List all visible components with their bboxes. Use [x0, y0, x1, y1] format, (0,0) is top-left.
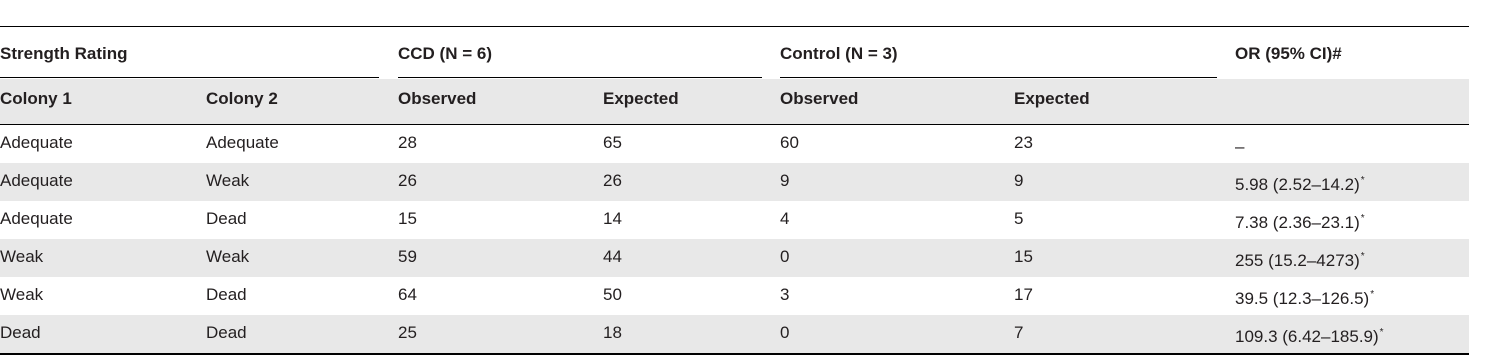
odds-ratio-value: 109.3 (6.42–185.9)	[1235, 327, 1379, 346]
cell-colony1: Dead	[0, 323, 41, 342]
cell-colony1: Weak	[0, 247, 44, 266]
header-or: OR (95% CI)#	[1235, 44, 1342, 63]
odds-ratio-value: –	[1235, 137, 1245, 156]
header-control: Control (N = 3)	[780, 44, 898, 63]
cell-ccd-expected: 18	[603, 323, 622, 342]
cell-ccd-observed: 64	[398, 285, 417, 304]
control-group-rule	[780, 77, 1217, 78]
cell-ccd-observed: 59	[398, 247, 417, 266]
cell-control-observed: 0	[780, 247, 790, 266]
cell-control-observed: 3	[780, 285, 790, 304]
odds-ratio-value: 39.5 (12.3–126.5)	[1235, 289, 1370, 308]
header-control-observed: Observed	[780, 89, 859, 108]
cell-odds-ratio	[1235, 247, 1365, 271]
header-strength-rating: Strength Rating	[0, 44, 128, 63]
header-colony1: Colony 1	[0, 89, 72, 108]
cell-control-observed: 9	[780, 171, 790, 190]
cell-colony1: Adequate	[0, 133, 73, 152]
cell-colony2: Weak	[206, 247, 250, 266]
significance-marker: *	[1379, 327, 1384, 338]
header-ccd: CCD (N = 6)	[398, 44, 492, 63]
cell-control-expected: 15	[1014, 247, 1033, 266]
cell-colony1: Weak	[0, 285, 44, 304]
cell-odds-ratio	[1235, 171, 1365, 195]
cell-ccd-observed: 25	[398, 323, 417, 342]
cell-odds-ratio	[1235, 133, 1245, 157]
ccd-group-rule	[398, 77, 762, 78]
header-ccd-observed: Observed	[398, 89, 477, 108]
cell-control-expected: 7	[1014, 323, 1024, 342]
cell-odds-ratio	[1235, 285, 1374, 309]
table-top-rule	[0, 26, 1469, 27]
cell-control-expected: 23	[1014, 133, 1033, 152]
cell-colony1: Adequate	[0, 171, 73, 190]
cell-control-expected: 9	[1014, 171, 1024, 190]
cell-odds-ratio	[1235, 209, 1365, 233]
significance-marker: *	[1370, 289, 1375, 300]
header-ccd-expected: Expected	[603, 89, 679, 108]
cell-control-observed: 60	[780, 133, 799, 152]
header-colony2: Colony 2	[206, 89, 278, 108]
cell-colony2: Adequate	[206, 133, 279, 152]
significance-marker: *	[1360, 175, 1365, 186]
cell-ccd-expected: 50	[603, 285, 622, 304]
cell-ccd-observed: 28	[398, 133, 417, 152]
cell-ccd-observed: 26	[398, 171, 417, 190]
cell-colony2: Dead	[206, 209, 247, 228]
cell-colony2: Weak	[206, 171, 250, 190]
cell-ccd-expected: 14	[603, 209, 622, 228]
cell-odds-ratio	[1235, 323, 1384, 347]
cell-control-observed: 4	[780, 209, 790, 228]
cell-colony2: Dead	[206, 285, 247, 304]
significance-marker: *	[1360, 251, 1365, 262]
cell-ccd-expected: 26	[603, 171, 622, 190]
cell-control-expected: 17	[1014, 285, 1033, 304]
cell-ccd-observed: 15	[398, 209, 417, 228]
significance-marker: *	[1360, 213, 1365, 224]
cell-control-expected: 5	[1014, 209, 1024, 228]
cell-colony1: Adequate	[0, 209, 73, 228]
table-bottom-rule	[0, 353, 1469, 355]
odds-ratio-value: 5.98 (2.52–14.2)	[1235, 175, 1360, 194]
cell-colony2: Dead	[206, 323, 247, 342]
odds-ratio-value: 7.38 (2.36–23.1)	[1235, 213, 1360, 232]
cell-ccd-expected: 65	[603, 133, 622, 152]
strength-group-rule	[0, 77, 379, 78]
cell-ccd-expected: 44	[603, 247, 622, 266]
header-bottom-rule	[0, 124, 1469, 125]
header-control-expected: Expected	[1014, 89, 1090, 108]
odds-ratio-value: 255 (15.2–4273)	[1235, 251, 1360, 270]
cell-control-observed: 0	[780, 323, 790, 342]
